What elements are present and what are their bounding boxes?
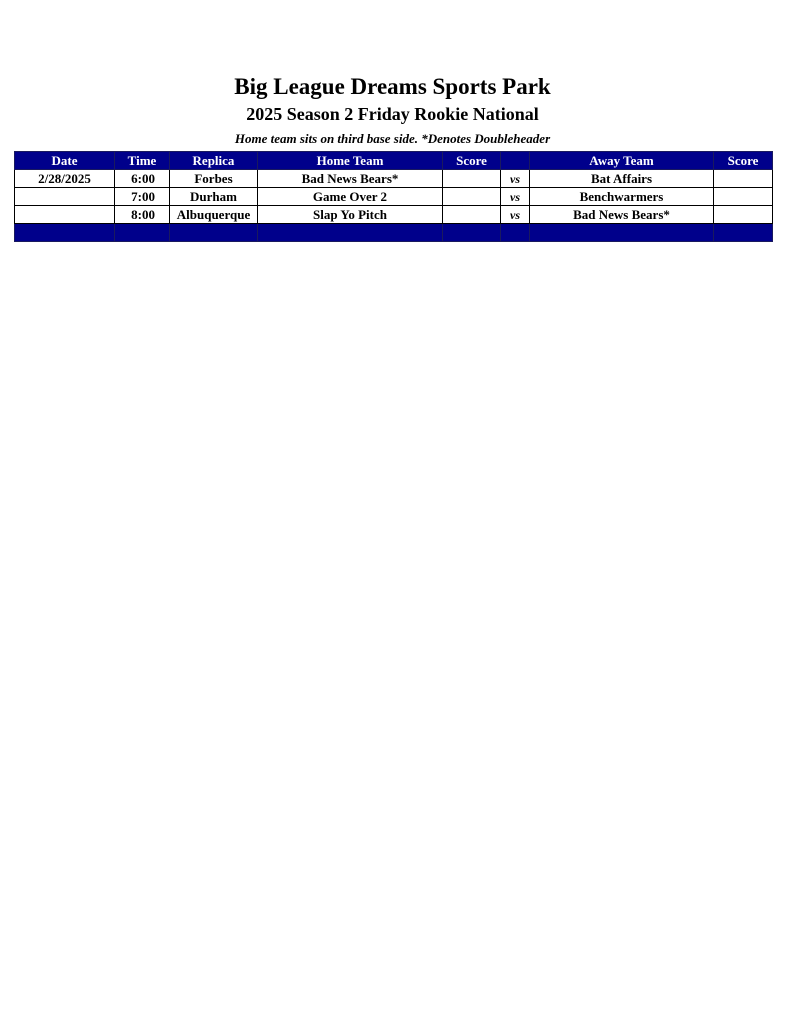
cell-away-score xyxy=(714,188,773,206)
cell-home-score xyxy=(443,188,501,206)
cell-home-score xyxy=(443,206,501,224)
cell-vs: vs xyxy=(501,188,530,206)
column-header-home-team: Home Team xyxy=(258,152,443,170)
footer-cell xyxy=(15,224,115,242)
column-header-date: Date xyxy=(15,152,115,170)
cell-away-team: Bad News Bears* xyxy=(530,206,714,224)
cell-replica: Durham xyxy=(170,188,258,206)
cell-replica: Forbes xyxy=(170,170,258,188)
column-header-vs xyxy=(501,152,530,170)
column-header-replica: Replica xyxy=(170,152,258,170)
cell-away-team: Benchwarmers xyxy=(530,188,714,206)
schedule-body xyxy=(15,170,773,242)
cell-replica: Albuquerque xyxy=(170,206,258,224)
cell-vs: vs xyxy=(501,170,530,188)
schedule-header xyxy=(15,152,773,170)
table-row xyxy=(15,206,773,224)
column-header-time: Time xyxy=(115,152,170,170)
schedule-table xyxy=(14,151,773,242)
cell-date xyxy=(15,188,115,206)
cell-home-team: Slap Yo Pitch xyxy=(258,206,443,224)
footer-cell xyxy=(714,224,773,242)
cell-date: 2/28/2025 xyxy=(15,170,115,188)
cell-away-score xyxy=(714,170,773,188)
footer-cell xyxy=(530,224,714,242)
footer-cell xyxy=(443,224,501,242)
cell-date xyxy=(15,206,115,224)
footer-cell xyxy=(170,224,258,242)
cell-time: 7:00 xyxy=(115,188,170,206)
cell-vs: vs xyxy=(501,206,530,224)
table-footer-band xyxy=(15,224,773,242)
page-subtitle: 2025 Season 2 Friday Rookie National xyxy=(246,104,539,124)
cell-home-team: Bad News Bears* xyxy=(258,170,443,188)
footer-cell xyxy=(258,224,443,242)
cell-away-score xyxy=(714,206,773,224)
cell-home-team: Game Over 2 xyxy=(258,188,443,206)
header-row xyxy=(15,152,773,170)
footer-cell xyxy=(501,224,530,242)
column-header-home-score: Score xyxy=(443,152,501,170)
cell-home-score xyxy=(443,170,501,188)
page-title: Big League Dreams Sports Park xyxy=(234,74,551,99)
schedule-note: Home team sits on third base side. *Denotes Doubleheader xyxy=(234,131,551,146)
cell-time: 6:00 xyxy=(115,170,170,188)
column-header-away-team: Away Team xyxy=(530,152,714,170)
column-header-away-score: Score xyxy=(714,152,773,170)
cell-time: 8:00 xyxy=(115,206,170,224)
table-row xyxy=(15,170,773,188)
table-row xyxy=(15,188,773,206)
cell-away-team: Bat Affairs xyxy=(530,170,714,188)
footer-cell xyxy=(115,224,170,242)
